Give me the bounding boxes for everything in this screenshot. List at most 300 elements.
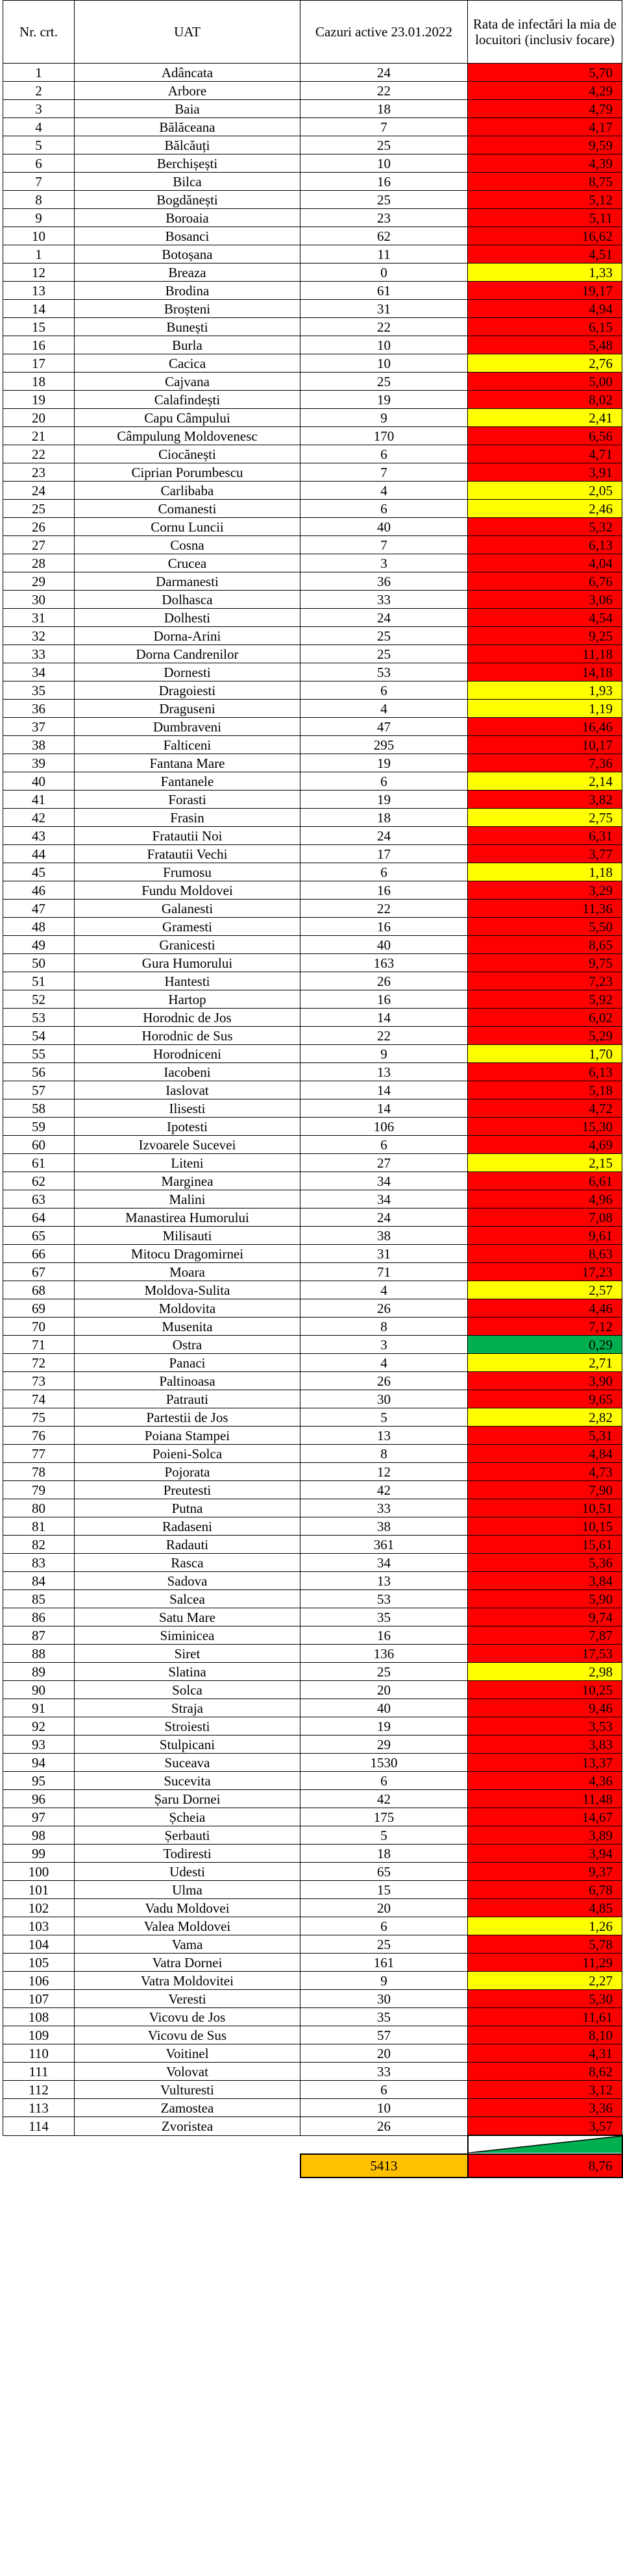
row-nr: 109 bbox=[3, 2026, 75, 2044]
row-rate: 11,18 bbox=[468, 645, 622, 663]
table-row bbox=[3, 518, 622, 536]
row-rate: 14,18 bbox=[468, 663, 622, 681]
row-cases: 1530 bbox=[300, 1754, 468, 1772]
row-cases: 15 bbox=[300, 1881, 468, 1899]
row-uat: Capu Câmpului bbox=[75, 409, 300, 427]
table-row bbox=[3, 1481, 622, 1499]
row-cases: 16 bbox=[300, 990, 468, 1009]
table-row bbox=[3, 391, 622, 409]
table-row bbox=[3, 482, 622, 500]
row-nr: 35 bbox=[3, 681, 75, 700]
row-rate: 3,53 bbox=[468, 1717, 622, 1736]
row-cases: 26 bbox=[300, 972, 468, 990]
table-row bbox=[3, 427, 622, 445]
row-rate: 4,85 bbox=[468, 1899, 622, 1917]
table-row bbox=[3, 1190, 622, 1208]
row-cases: 4 bbox=[300, 482, 468, 500]
row-rate: 5,30 bbox=[468, 1990, 622, 2008]
row-nr: 44 bbox=[3, 845, 75, 863]
row-nr: 4 bbox=[3, 118, 75, 136]
table-row bbox=[3, 227, 622, 245]
row-nr: 57 bbox=[3, 1081, 75, 1099]
row-rate: 4,54 bbox=[468, 609, 622, 627]
row-cases: 24 bbox=[300, 609, 468, 627]
table-body bbox=[3, 64, 622, 2136]
row-uat: Siret bbox=[75, 1645, 300, 1663]
row-cases: 25 bbox=[300, 627, 468, 645]
row-uat: Fantana Mare bbox=[75, 754, 300, 772]
table-row bbox=[3, 2063, 622, 2081]
row-nr: 56 bbox=[3, 1063, 75, 1081]
row-nr: 108 bbox=[3, 2008, 75, 2026]
row-uat: Galanesti bbox=[75, 900, 300, 918]
row-cases: 6 bbox=[300, 2081, 468, 2099]
row-cases: 42 bbox=[300, 1790, 468, 1808]
row-rate: 17,23 bbox=[468, 1263, 622, 1281]
table-row bbox=[3, 1790, 622, 1808]
table-row bbox=[3, 918, 622, 936]
row-cases: 295 bbox=[300, 736, 468, 754]
row-uat: Stroiesti bbox=[75, 1717, 300, 1736]
header-nr: Nr. crt. bbox=[3, 1, 75, 64]
table-row bbox=[3, 2081, 622, 2099]
row-uat: Bălăceana bbox=[75, 118, 300, 136]
row-cases: 9 bbox=[300, 1972, 468, 1990]
row-nr: 25 bbox=[3, 500, 75, 518]
row-uat: Breaza bbox=[75, 264, 300, 282]
row-rate: 4,39 bbox=[468, 154, 622, 173]
row-rate: 5,18 bbox=[468, 1081, 622, 1099]
row-rate: 1,33 bbox=[468, 264, 622, 282]
row-uat: Frumosu bbox=[75, 863, 300, 881]
row-cases: 5 bbox=[300, 1826, 468, 1845]
row-rate: 7,08 bbox=[468, 1208, 622, 1227]
table-row bbox=[3, 1899, 622, 1917]
table-row bbox=[3, 118, 622, 136]
row-uat: Berchișești bbox=[75, 154, 300, 173]
row-rate: 3,57 bbox=[468, 2117, 622, 2136]
row-cases: 3 bbox=[300, 554, 468, 572]
row-nr: 58 bbox=[3, 1099, 75, 1118]
row-cases: 35 bbox=[300, 1608, 468, 1626]
row-uat: Poiana Stampei bbox=[75, 1427, 300, 1445]
row-cases: 4 bbox=[300, 1281, 468, 1299]
row-uat: Darmanesti bbox=[75, 572, 300, 591]
table-row bbox=[3, 1826, 622, 1845]
table-row bbox=[3, 881, 622, 900]
row-rate: 3,94 bbox=[468, 1845, 622, 1863]
header-cases: Cazuri active 23.01.2022 bbox=[300, 1, 468, 64]
row-nr: 65 bbox=[3, 1227, 75, 1245]
row-nr: 33 bbox=[3, 645, 75, 663]
row-rate: 6,56 bbox=[468, 427, 622, 445]
row-uat: Moldovita bbox=[75, 1299, 300, 1318]
row-nr: 77 bbox=[3, 1445, 75, 1463]
row-nr: 114 bbox=[3, 2117, 75, 2136]
row-uat: Ciocănești bbox=[75, 445, 300, 463]
row-cases: 25 bbox=[300, 1935, 468, 1954]
row-cases: 25 bbox=[300, 645, 468, 663]
row-nr: 88 bbox=[3, 1645, 75, 1663]
row-nr: 89 bbox=[3, 1663, 75, 1681]
table-row bbox=[3, 1463, 622, 1481]
row-nr: 26 bbox=[3, 518, 75, 536]
row-uat: Veresti bbox=[75, 1990, 300, 2008]
row-uat: Arbore bbox=[75, 82, 300, 100]
row-rate: 2,98 bbox=[468, 1663, 622, 1681]
table-row bbox=[3, 1027, 622, 1045]
row-cases: 9 bbox=[300, 1045, 468, 1063]
row-rate: 13,37 bbox=[468, 1754, 622, 1772]
table-row bbox=[3, 1354, 622, 1372]
row-rate: 5,12 bbox=[468, 191, 622, 209]
row-nr: 36 bbox=[3, 700, 75, 718]
header-uat: UAT bbox=[75, 1, 300, 64]
table-row bbox=[3, 82, 622, 100]
row-rate: 11,61 bbox=[468, 2008, 622, 2026]
row-uat: Zamostea bbox=[75, 2099, 300, 2117]
row-nr: 99 bbox=[3, 1845, 75, 1863]
row-uat: Vadu Moldovei bbox=[75, 1899, 300, 1917]
table-row bbox=[3, 1645, 622, 1663]
row-rate: 4,84 bbox=[468, 1445, 622, 1463]
row-uat: Salcea bbox=[75, 1590, 300, 1608]
row-uat: Malini bbox=[75, 1190, 300, 1208]
row-nr: 75 bbox=[3, 1408, 75, 1427]
row-rate: 2,57 bbox=[468, 1281, 622, 1299]
row-rate: 1,70 bbox=[468, 1045, 622, 1063]
row-uat: Frasin bbox=[75, 809, 300, 827]
row-cases: 71 bbox=[300, 1263, 468, 1281]
row-cases: 14 bbox=[300, 1009, 468, 1027]
row-uat: Dornesti bbox=[75, 663, 300, 681]
table-row bbox=[3, 282, 622, 300]
row-uat: Șerbauti bbox=[75, 1826, 300, 1845]
table-row bbox=[3, 1208, 622, 1227]
table-row bbox=[3, 1045, 622, 1063]
row-nr: 63 bbox=[3, 1190, 75, 1208]
table-row bbox=[3, 318, 622, 336]
row-nr: 54 bbox=[3, 1027, 75, 1045]
row-nr: 66 bbox=[3, 1245, 75, 1263]
row-cases: 65 bbox=[300, 1863, 468, 1881]
row-rate: 9,75 bbox=[468, 954, 622, 972]
row-nr: 97 bbox=[3, 1808, 75, 1826]
row-cases: 4 bbox=[300, 700, 468, 718]
table-row bbox=[3, 409, 622, 427]
row-nr: 106 bbox=[3, 1972, 75, 1990]
table-row bbox=[3, 863, 622, 881]
row-cases: 7 bbox=[300, 536, 468, 554]
table-row bbox=[3, 1626, 622, 1645]
row-uat: Valea Moldovei bbox=[75, 1917, 300, 1935]
row-nr: 76 bbox=[3, 1427, 75, 1445]
table-row bbox=[3, 463, 622, 482]
table-row bbox=[3, 1081, 622, 1099]
row-nr: 48 bbox=[3, 918, 75, 936]
table-row bbox=[3, 2099, 622, 2117]
row-nr: 96 bbox=[3, 1790, 75, 1808]
row-uat: Pojorata bbox=[75, 1463, 300, 1481]
table-row bbox=[3, 1154, 622, 1172]
table-row bbox=[3, 718, 622, 736]
row-uat: Todiresti bbox=[75, 1845, 300, 1863]
table-row bbox=[3, 64, 622, 82]
table-row bbox=[3, 900, 622, 918]
row-rate: 14,67 bbox=[468, 1808, 622, 1826]
row-uat: Moara bbox=[75, 1263, 300, 1281]
row-nr: 50 bbox=[3, 954, 75, 972]
row-rate: 9,61 bbox=[468, 1227, 622, 1245]
row-uat: Udesti bbox=[75, 1863, 300, 1881]
row-nr: 43 bbox=[3, 827, 75, 845]
row-nr: 83 bbox=[3, 1554, 75, 1572]
row-cases: 22 bbox=[300, 318, 468, 336]
table-row bbox=[3, 1717, 622, 1736]
row-nr: 92 bbox=[3, 1717, 75, 1736]
row-rate: 7,12 bbox=[468, 1318, 622, 1336]
table-row bbox=[3, 827, 622, 845]
table-row bbox=[3, 1699, 622, 1717]
row-nr: 15 bbox=[3, 318, 75, 336]
row-nr: 31 bbox=[3, 609, 75, 627]
row-rate: 4,31 bbox=[468, 2044, 622, 2063]
total-rate: 8,76 bbox=[468, 2154, 622, 2177]
row-cases: 3 bbox=[300, 1336, 468, 1354]
row-cases: 13 bbox=[300, 1572, 468, 1590]
row-cases: 19 bbox=[300, 1717, 468, 1736]
row-rate: 6,78 bbox=[468, 1881, 622, 1899]
row-rate: 3,82 bbox=[468, 791, 622, 809]
row-cases: 40 bbox=[300, 518, 468, 536]
table-row bbox=[3, 173, 622, 191]
row-rate: 11,48 bbox=[468, 1790, 622, 1808]
row-uat: Baia bbox=[75, 100, 300, 118]
row-nr: 37 bbox=[3, 718, 75, 736]
row-rate: 2,76 bbox=[468, 354, 622, 373]
table-row bbox=[3, 609, 622, 627]
table-row bbox=[3, 1427, 622, 1445]
row-rate: 5,78 bbox=[468, 1935, 622, 1954]
row-nr: 93 bbox=[3, 1736, 75, 1754]
table-row bbox=[3, 972, 622, 990]
table-row bbox=[3, 1935, 622, 1954]
row-rate: 15,61 bbox=[468, 1536, 622, 1554]
row-nr: 111 bbox=[3, 2063, 75, 2081]
row-nr: 41 bbox=[3, 791, 75, 809]
row-nr: 38 bbox=[3, 736, 75, 754]
row-cases: 6 bbox=[300, 681, 468, 700]
row-nr: 113 bbox=[3, 2099, 75, 2117]
table-row bbox=[3, 1372, 622, 1390]
row-cases: 13 bbox=[300, 1063, 468, 1081]
table-row bbox=[3, 627, 622, 645]
row-uat: Izvoarele Sucevei bbox=[75, 1136, 300, 1154]
row-cases: 24 bbox=[300, 64, 468, 82]
table-row bbox=[3, 681, 622, 700]
table-row bbox=[3, 1299, 622, 1318]
row-nr: 102 bbox=[3, 1899, 75, 1917]
table-row bbox=[3, 1608, 622, 1626]
row-uat: Iaslovat bbox=[75, 1081, 300, 1099]
row-cases: 24 bbox=[300, 827, 468, 845]
row-cases: 14 bbox=[300, 1081, 468, 1099]
row-rate: 3,36 bbox=[468, 2099, 622, 2117]
row-cases: 31 bbox=[300, 300, 468, 318]
row-uat: Hartop bbox=[75, 990, 300, 1009]
uat-infection-table bbox=[3, 0, 623, 2178]
table-row bbox=[3, 1954, 622, 1972]
table-row bbox=[3, 154, 622, 173]
table-row bbox=[3, 554, 622, 572]
row-cases: 33 bbox=[300, 591, 468, 609]
row-nr: 59 bbox=[3, 1118, 75, 1136]
table-row bbox=[3, 809, 622, 827]
table-row bbox=[3, 1318, 622, 1336]
row-rate: 4,46 bbox=[468, 1299, 622, 1318]
row-uat: Crucea bbox=[75, 554, 300, 572]
table-row bbox=[3, 373, 622, 391]
row-cases: 35 bbox=[300, 2008, 468, 2026]
row-nr: 74 bbox=[3, 1390, 75, 1408]
row-uat: Voitinel bbox=[75, 2044, 300, 2063]
row-nr: 105 bbox=[3, 1954, 75, 1972]
table-row bbox=[3, 2117, 622, 2136]
row-rate: 1,18 bbox=[468, 863, 622, 881]
row-cases: 22 bbox=[300, 82, 468, 100]
table-row bbox=[3, 354, 622, 373]
row-cases: 6 bbox=[300, 1772, 468, 1790]
row-nr: 110 bbox=[3, 2044, 75, 2063]
row-uat: Broșteni bbox=[75, 300, 300, 318]
row-cases: 106 bbox=[300, 1118, 468, 1136]
row-rate: 7,23 bbox=[468, 972, 622, 990]
table-row bbox=[3, 1754, 622, 1772]
table-row bbox=[3, 1063, 622, 1081]
row-uat: Fratautii Vechi bbox=[75, 845, 300, 863]
row-rate: 10,25 bbox=[468, 1681, 622, 1699]
row-cases: 8 bbox=[300, 1445, 468, 1463]
row-rate: 19,17 bbox=[468, 282, 622, 300]
row-rate: 2,46 bbox=[468, 500, 622, 518]
table-row bbox=[3, 1990, 622, 2008]
row-cases: 0 bbox=[300, 264, 468, 282]
table-row bbox=[3, 2026, 622, 2044]
row-rate: 9,46 bbox=[468, 1699, 622, 1717]
row-cases: 12 bbox=[300, 1463, 468, 1481]
table-row bbox=[3, 1808, 622, 1826]
row-uat: Horodnic de Jos bbox=[75, 1009, 300, 1027]
row-rate: 2,05 bbox=[468, 482, 622, 500]
row-uat: Dragoiesti bbox=[75, 681, 300, 700]
row-uat: Hantesti bbox=[75, 972, 300, 990]
row-nr: 16 bbox=[3, 336, 75, 354]
row-nr: 40 bbox=[3, 772, 75, 791]
row-uat: Poieni-Solca bbox=[75, 1445, 300, 1463]
row-cases: 6 bbox=[300, 1136, 468, 1154]
row-cases: 5 bbox=[300, 1408, 468, 1427]
table-row bbox=[3, 2008, 622, 2026]
row-uat: Musenita bbox=[75, 1318, 300, 1336]
table-row bbox=[3, 100, 622, 118]
row-rate: 8,62 bbox=[468, 2063, 622, 2081]
row-nr: 87 bbox=[3, 1626, 75, 1645]
table-row bbox=[3, 1408, 622, 1427]
table-row bbox=[3, 591, 622, 609]
row-uat: Șaru Dornei bbox=[75, 1790, 300, 1808]
row-uat: Solca bbox=[75, 1681, 300, 1699]
row-uat: Bogdănești bbox=[75, 191, 300, 209]
row-rate: 5,29 bbox=[468, 1027, 622, 1045]
row-nr: 6 bbox=[3, 154, 75, 173]
row-cases: 4 bbox=[300, 1354, 468, 1372]
row-rate: 4,17 bbox=[468, 118, 622, 136]
row-cases: 13 bbox=[300, 1427, 468, 1445]
row-uat: Comanesti bbox=[75, 500, 300, 518]
table-row bbox=[3, 700, 622, 718]
row-uat: Șcheia bbox=[75, 1808, 300, 1826]
row-uat: Satu Mare bbox=[75, 1608, 300, 1626]
row-rate: 9,37 bbox=[468, 1863, 622, 1881]
row-nr: 1 bbox=[3, 64, 75, 82]
row-rate: 11,29 bbox=[468, 1954, 622, 1972]
row-rate: 6,31 bbox=[468, 827, 622, 845]
row-cases: 170 bbox=[300, 427, 468, 445]
row-rate: 11,36 bbox=[468, 900, 622, 918]
row-nr: 67 bbox=[3, 1263, 75, 1281]
row-nr: 112 bbox=[3, 2081, 75, 2099]
row-nr: 27 bbox=[3, 536, 75, 554]
row-rate: 4,79 bbox=[468, 100, 622, 118]
row-uat: Dolhesti bbox=[75, 609, 300, 627]
row-cases: 42 bbox=[300, 1481, 468, 1499]
row-cases: 19 bbox=[300, 791, 468, 809]
row-rate: 6,61 bbox=[468, 1172, 622, 1190]
table-row bbox=[3, 1136, 622, 1154]
row-nr: 100 bbox=[3, 1863, 75, 1881]
row-uat: Partestii de Jos bbox=[75, 1408, 300, 1427]
row-nr: 10 bbox=[3, 227, 75, 245]
row-cases: 10 bbox=[300, 2099, 468, 2117]
row-cases: 16 bbox=[300, 1626, 468, 1645]
row-uat: Sucevita bbox=[75, 1772, 300, 1790]
row-uat: Iacobeni bbox=[75, 1063, 300, 1081]
table-row bbox=[3, 1554, 622, 1572]
row-uat: Calafindești bbox=[75, 391, 300, 409]
row-rate: 8,63 bbox=[468, 1245, 622, 1263]
row-cases: 26 bbox=[300, 1299, 468, 1318]
row-nr: 71 bbox=[3, 1336, 75, 1354]
row-uat: Ostra bbox=[75, 1336, 300, 1354]
row-uat: Suceava bbox=[75, 1754, 300, 1772]
row-nr: 73 bbox=[3, 1372, 75, 1390]
table-row bbox=[3, 500, 622, 518]
row-uat: Vatra Dornei bbox=[75, 1954, 300, 1972]
row-cases: 53 bbox=[300, 663, 468, 681]
table-row bbox=[3, 1590, 622, 1608]
row-cases: 34 bbox=[300, 1172, 468, 1190]
row-uat: Vulturesti bbox=[75, 2081, 300, 2099]
row-rate: 10,17 bbox=[468, 736, 622, 754]
row-cases: 38 bbox=[300, 1227, 468, 1245]
green-triangle-marker bbox=[468, 2135, 622, 2154]
row-uat: Ciprian Porumbescu bbox=[75, 463, 300, 482]
table-row bbox=[3, 1245, 622, 1263]
row-uat: Vicovu de Sus bbox=[75, 2026, 300, 2044]
row-rate: 5,48 bbox=[468, 336, 622, 354]
row-cases: 25 bbox=[300, 1663, 468, 1681]
row-rate: 4,96 bbox=[468, 1190, 622, 1208]
